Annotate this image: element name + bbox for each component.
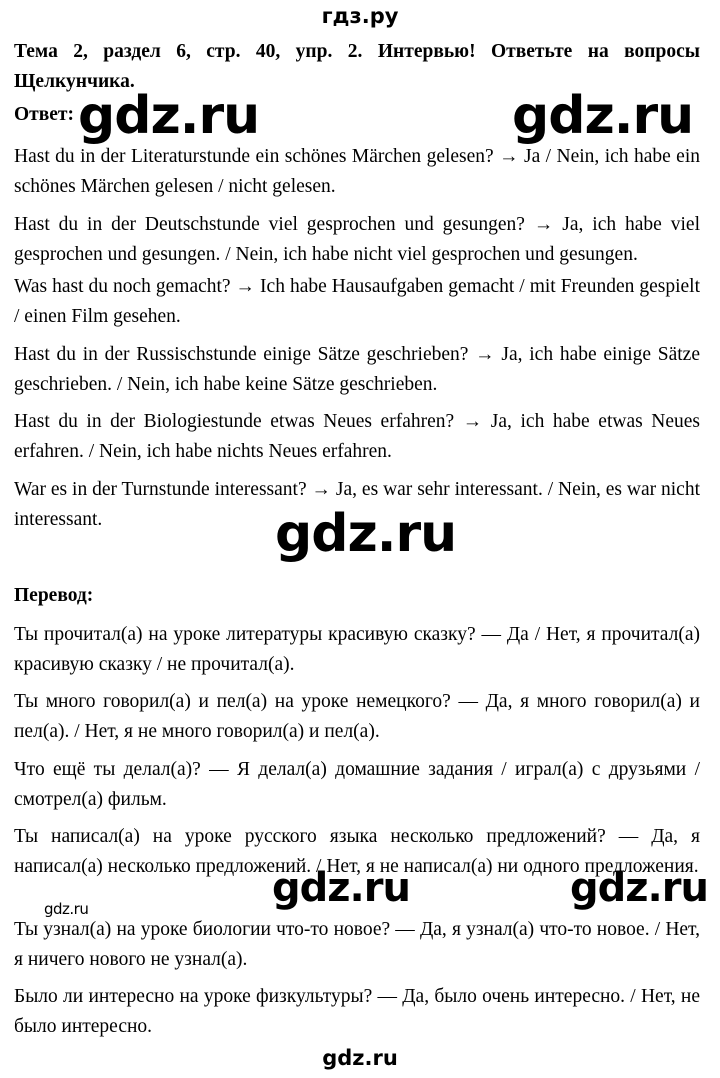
translation-item: Ты много говорил(а) и пел(а) на уроке немецкого? — Да, я много говорил(а) и пел(а). / Нет, я не много говорил(а) и пел(а). bbox=[14, 691, 700, 742]
translation-item: Ты узнал(а) на уроке биологии что-то новое? — Да, я узнал(а) что-то новое. / Нет, я ничего нового не узнал(а). bbox=[14, 919, 700, 970]
exercise-title: Тема 2, раздел 6, стр. 40, упр. 2. Интервью! Ответьте на вопросы Щелкунчика. bbox=[14, 41, 700, 92]
translation-item: Ты написал(а) на уроке русского языка несколько предложений? — Да, я написал(а) несколько предложений. / Нет, я не написал(а) ни одного предложения. bbox=[14, 826, 700, 877]
watermark: gdz.ru bbox=[570, 865, 708, 911]
site-header: гдз.ру bbox=[321, 4, 399, 28]
site-footer: gdz.ru bbox=[322, 1046, 398, 1070]
translation-label: Перевод: bbox=[14, 585, 94, 606]
watermark-small: gdz.ru bbox=[44, 900, 89, 918]
translation-item: Было ли интересно на уроке физкультуры? — Да, было очень интересно. / Нет, не было интересно. bbox=[14, 986, 700, 1037]
answer-item: Hast du in der Biologiestunde etwas Neues erfahren? → Ja, ich habe etwas Neues erfahren. / Nein, ich habe nichts Neues erfahren. bbox=[14, 411, 700, 462]
translation-item: Ты прочитал(а) на уроке литературы красивую сказку? — Да / Нет, я прочитал(а) красивую сказку / не прочитал(а). bbox=[14, 624, 700, 675]
watermark: gdz.ru bbox=[512, 86, 694, 146]
answer-item: Was hast du noch gemacht? → Ich habe Hausaufgaben gemacht / mit Freunden gespielt / einen Film gesehen. bbox=[14, 276, 700, 327]
translation-item: Что ещё ты делал(а)? — Я делал(а) домашние задания / играл(а) с друзьями / смотрел(а) фильм. bbox=[14, 759, 700, 810]
watermark: gdz.ru bbox=[272, 865, 410, 911]
watermark: gdz.ru bbox=[78, 86, 260, 146]
answer-item: War es in der Turnstunde interessant? → Ja, es war sehr interessant. / Nein, es war nicht interessant. bbox=[14, 479, 700, 530]
watermark: gdz.ru bbox=[275, 504, 457, 564]
answer-label: Ответ: bbox=[14, 104, 75, 125]
answer-item: Hast du in der Russischstunde einige Sätze geschrieben? → Ja, ich habe einige Sätze geschrieben. / Nein, ich habe keine Sätze geschrieben. bbox=[14, 344, 700, 395]
answer-item: Hast du in der Literaturstunde ein schönes Märchen gelesen? → Ja / Nein, ich habe ein schönes Märchen gelesen / nicht gelesen. bbox=[14, 146, 700, 197]
answer-item: Hast du in der Deutschstunde viel gesprochen und gesungen? → Ja, ich habe viel gesprochen und gesungen. / Nein, ich habe nicht viel gesprochen und gesungen. bbox=[14, 214, 700, 265]
